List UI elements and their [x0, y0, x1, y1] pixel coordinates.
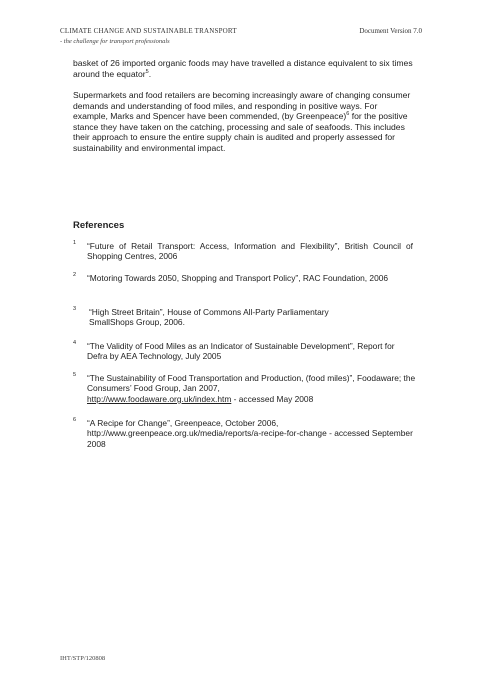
document-version: Document Version 7.0 [359, 27, 422, 35]
reference-text: “High Street Britain”, House of Commons All-Party Parliamentary SmallShops Group, 2006. [89, 307, 329, 328]
reference-text: “Motoring Towards 2050, Shopping and Transport Policy”, RAC Foundation, 2006 [87, 273, 389, 283]
reference-number: 1 [73, 240, 77, 246]
reference-accessed: - accessed May 2008 [231, 393, 314, 404]
header-subtitle: - the challenge for transport professionals [60, 38, 170, 45]
reference-number: 4 [73, 340, 77, 346]
header-title: CLIMATE CHANGE AND SUSTAINABLE TRANSPORT [60, 27, 237, 35]
reference-item [73, 307, 413, 328]
reference-text: “A Recipe for Change”, Greenpeace, October 2006, [87, 418, 279, 428]
reference-accessed: - accessed September 2008 [87, 428, 413, 449]
reference-number: 5 [73, 372, 77, 378]
paragraph-text: for the positive stance they have taken on the catching, processing and sale of seafoods. This includes their approach to ensure the entire supply chain is audited and properly assessed for sustainability and environmental impact. [73, 111, 408, 153]
reference-item [73, 341, 413, 362]
paragraph-organic-foods [73, 58, 413, 79]
reference-item [73, 372, 416, 404]
footer-code: IHT/STP/120808 [60, 655, 106, 662]
reference-link[interactable]: http://www.greenpeace.org.uk/media/reports/a-recipe-for-change [87, 428, 327, 439]
reference-link[interactable]: http://www.foodaware.org.uk/index.htm [87, 393, 232, 404]
reference-text-block [87, 373, 417, 404]
paragraph-text: Supermarkets and food retailers are becoming increasingly aware of changing consumer demands and understanding of food miles, and responding in positive ways. For example, Marks and Spencer have been commended, (by Greenpeace) [73, 90, 411, 121]
reference-text-block [87, 418, 417, 449]
reference-text: “The Sustainability of Food Transportation and Production, (food miles)”, Foodaware; the Consumers’ Food Group, Jan 2007, [87, 373, 416, 394]
reference-number: 2 [73, 272, 77, 278]
reference-item [73, 241, 413, 262]
reference-item [73, 273, 413, 283]
reference-number: 6 [73, 417, 77, 423]
footnote-marker: 5 [145, 68, 149, 75]
reference-text: “Future of Retail Transport: Access, Information and Flexibility”, British Council of Shopping Centres, 2006 [87, 241, 413, 262]
reference-number: 3 [73, 306, 77, 312]
paragraph-supermarkets [73, 90, 413, 153]
paragraph-text: basket of 26 imported organic foods may have travelled a distance equivalent to six times around the equator [73, 58, 413, 79]
reference-item [73, 418, 413, 449]
paragraph-text: . [148, 68, 152, 79]
reference-text: “The Validity of Food Miles as an Indicator of Sustainable Development”, Report for Defra by AEA Technology, July 2005 [87, 341, 395, 362]
references-heading: References [73, 220, 125, 231]
footnote-marker: 6 [346, 111, 350, 118]
